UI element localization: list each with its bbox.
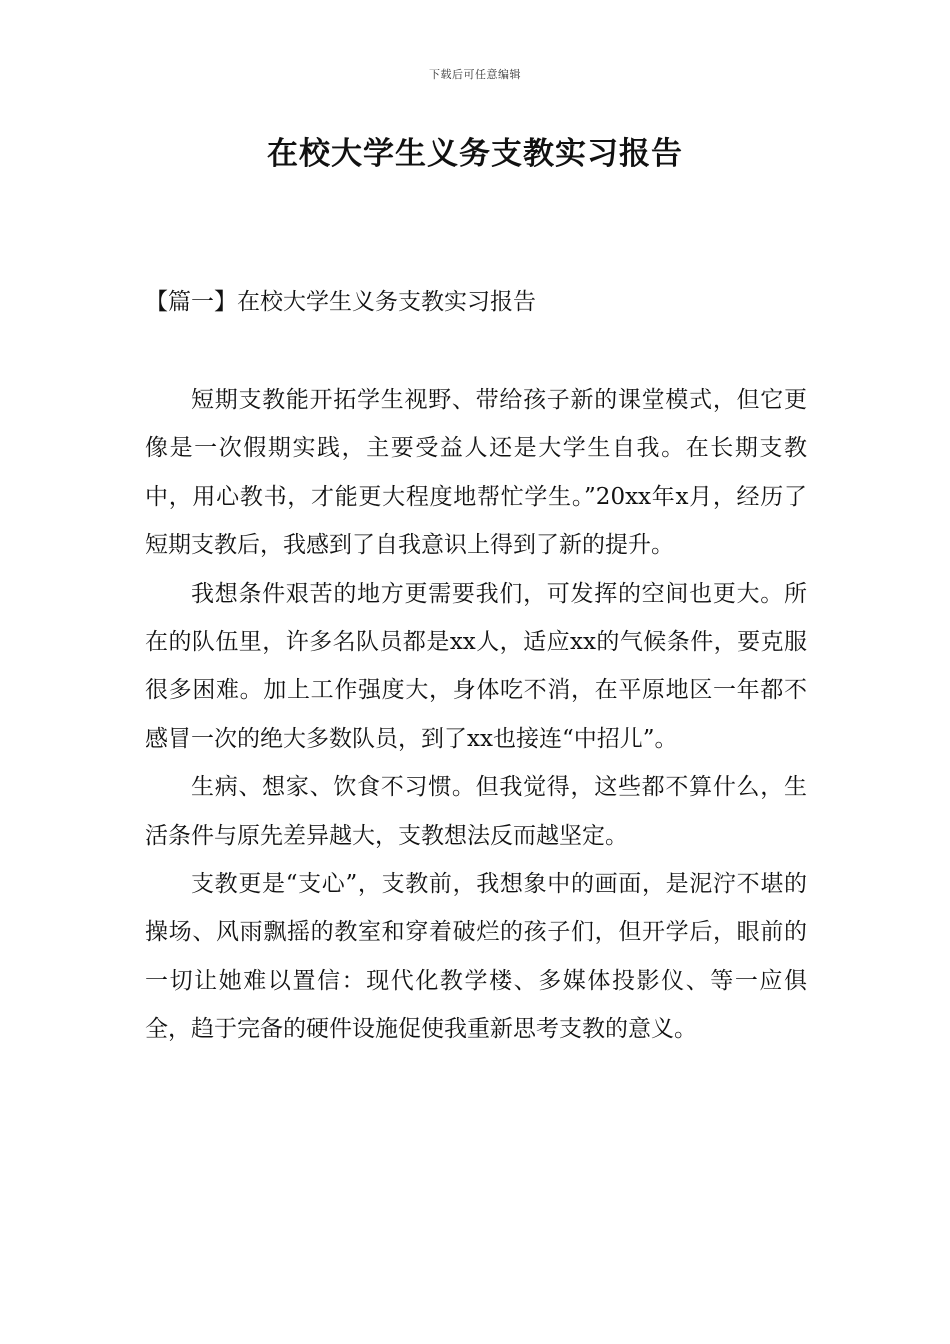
paragraph: 我想条件艰苦的地方更需要我们，可发挥的空间也更大。所在的队伍里，许多名队员都是xx人，适应xx的气候条件，要克服很多困难。加上工作强度大，身体吃不消，在平原地区一年都不感冒一次的绝大多数队员，到了xx也接连“中招儿”。 [145,580,807,752]
paragraph: 生病、想家、饮食不习惯。但我觉得，这些都不算什么，生活条件与原先差异越大，支教想法反而越坚定。 [145,774,807,849]
header-note: 下载后可任意编辑 [429,68,521,81]
document-title: 在校大学生义务支教实习报告 [267,136,683,172]
paragraph: 短期支教能开拓学生视野、带给孩子新的课堂模式，但它更像是一次假期实践，主要受益人还是大学生自我。在长期支教中，用心教书，才能更大程度地帮忙学生。”20xx年x月，经历了短期支教后，我感到了自我意识上得到了新的提升。 [145,387,807,559]
section-heading: 【篇一】在校大学生义务支教实习报告 [145,289,536,315]
document-body [145,376,807,1054]
paragraph: 支教更是“支心”，支教前，我想象中的画面，是泥泞不堪的操场、风雨飘摇的教室和穿着破烂的孩子们，但开学后，眼前的一切让她难以置信：现代化教学楼、多媒体投影仪、等一应俱全，趋于完备的硬件设施促使我重新思考支教的意义。 [145,871,807,1043]
